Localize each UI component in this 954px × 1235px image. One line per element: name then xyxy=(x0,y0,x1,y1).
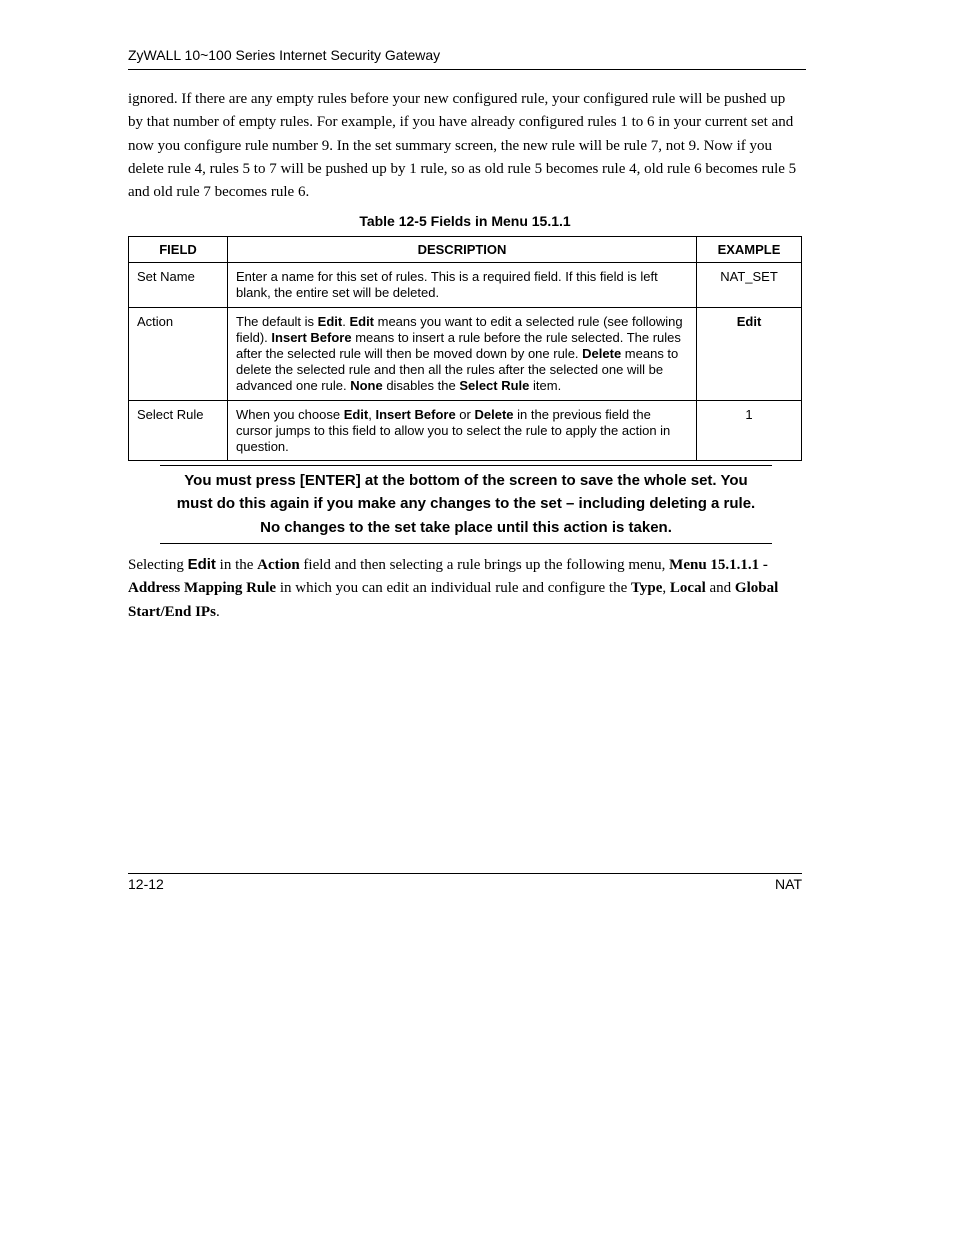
bold-term: Delete xyxy=(474,406,514,422)
edit-term: Edit xyxy=(187,556,216,573)
table-caption: Table 12-5 Fields in Menu 15.1.1 xyxy=(359,213,571,229)
text-run: Enter a name for this set of rules. This is a required field. If this field is left blank, the entire set will be deleted. xyxy=(236,269,658,301)
page-number: 12-12 xyxy=(128,876,164,892)
field-cell: Select Rule xyxy=(129,400,228,461)
text-run: , xyxy=(368,406,376,422)
field-cell: Action xyxy=(129,307,228,400)
field-column-header: FIELD xyxy=(129,237,228,263)
global-ips-term: Global Start/End IPs xyxy=(128,580,779,620)
bold-term: Select Rule xyxy=(459,378,530,394)
note-line: You must press [ENTER] at the bottom of the screen to save the whole set. You xyxy=(184,472,748,489)
text-run: means to insert a rule before the rule selected. The rules after the selected rule will then be moved down by one rule. xyxy=(236,329,681,362)
example-cell: Edit xyxy=(697,307,802,400)
description-cell xyxy=(228,400,697,461)
table-row xyxy=(129,400,802,461)
description-cell xyxy=(228,307,697,400)
fields-table xyxy=(128,236,802,461)
text-run: or xyxy=(455,406,475,422)
header-title: ZyWALL 10~100 Series Internet Security Gateway xyxy=(128,47,441,63)
text-run: Selecting xyxy=(128,557,188,573)
bold-term: Insert Before xyxy=(375,406,456,422)
text-run: field and then selecting a rule brings up the following menu, xyxy=(299,557,670,573)
text-run: . xyxy=(342,313,350,329)
text-run: item. xyxy=(529,378,562,394)
text-run: . xyxy=(215,603,220,620)
text-run: , xyxy=(662,580,670,597)
example-cell: 1 xyxy=(697,400,802,461)
text-run: in the xyxy=(215,557,258,573)
note-line: No changes to the set take place until this action is taken. xyxy=(260,518,672,536)
bold-term: Insert Before xyxy=(271,329,352,345)
bold-term: Edit xyxy=(349,313,375,329)
table-row xyxy=(129,307,802,400)
local-term: Local xyxy=(669,580,706,597)
page-header xyxy=(128,47,806,70)
page-footer xyxy=(128,873,802,892)
text-run: When you choose xyxy=(236,406,344,422)
bold-term: None xyxy=(350,378,383,394)
text-run: means you want to edit a selected rule (see following field). xyxy=(236,313,683,345)
text-run: and xyxy=(705,580,735,597)
chapter-name: NAT xyxy=(775,876,802,892)
field-cell: Set Name xyxy=(129,263,228,307)
menu-reference: Menu 15.1.1.1 - Address Mapping Rule xyxy=(128,557,768,597)
bold-term: Edit xyxy=(343,406,369,422)
example-column-header: EXAMPLE xyxy=(697,237,802,263)
description-column-header: DESCRIPTION xyxy=(228,237,697,263)
outro-paragraph xyxy=(128,553,804,624)
intro-paragraph: ignored. If there are any empty rules before your new configured rule, your configured rule will be pushed up by that number of empty rules. For example, if you have already configured rules 1 to 6 in your current set and now you configure rule number 9. In the set summary screen, the new rule will be rule 7, not 9. Now if you delete rule 4, rules 5 to 7 will be pushed up by 1 rule, so as old rule 5 becomes rule 4, old rule 6 becomes rule 5 and old rule 7 becomes rule 6. xyxy=(128,91,797,201)
type-term: Type xyxy=(631,580,663,597)
table-header-row xyxy=(129,237,802,263)
bold-term: Edit xyxy=(317,313,343,329)
text-run: means to delete the selected rule and then all the rules after the selected one will be advanced one rule. xyxy=(236,346,679,394)
table-body xyxy=(129,263,802,461)
description-cell xyxy=(228,263,697,307)
text-run: in the previous field the cursor jumps to this field to allow you to select the rule to apply the action in question. xyxy=(236,406,671,455)
enter-note xyxy=(160,465,772,544)
action-term: Action xyxy=(257,557,300,573)
note-line: must do this again if you make any changes to the set – including deleting a rule. xyxy=(176,495,756,513)
text-run: The default is xyxy=(236,313,318,329)
text-run: disables the xyxy=(382,378,460,394)
text-run: in which you can edit an individual rule and configure the xyxy=(276,580,631,597)
bold-term: Delete xyxy=(582,346,622,362)
example-cell: NAT_SET xyxy=(697,263,802,307)
table-row xyxy=(129,263,802,307)
